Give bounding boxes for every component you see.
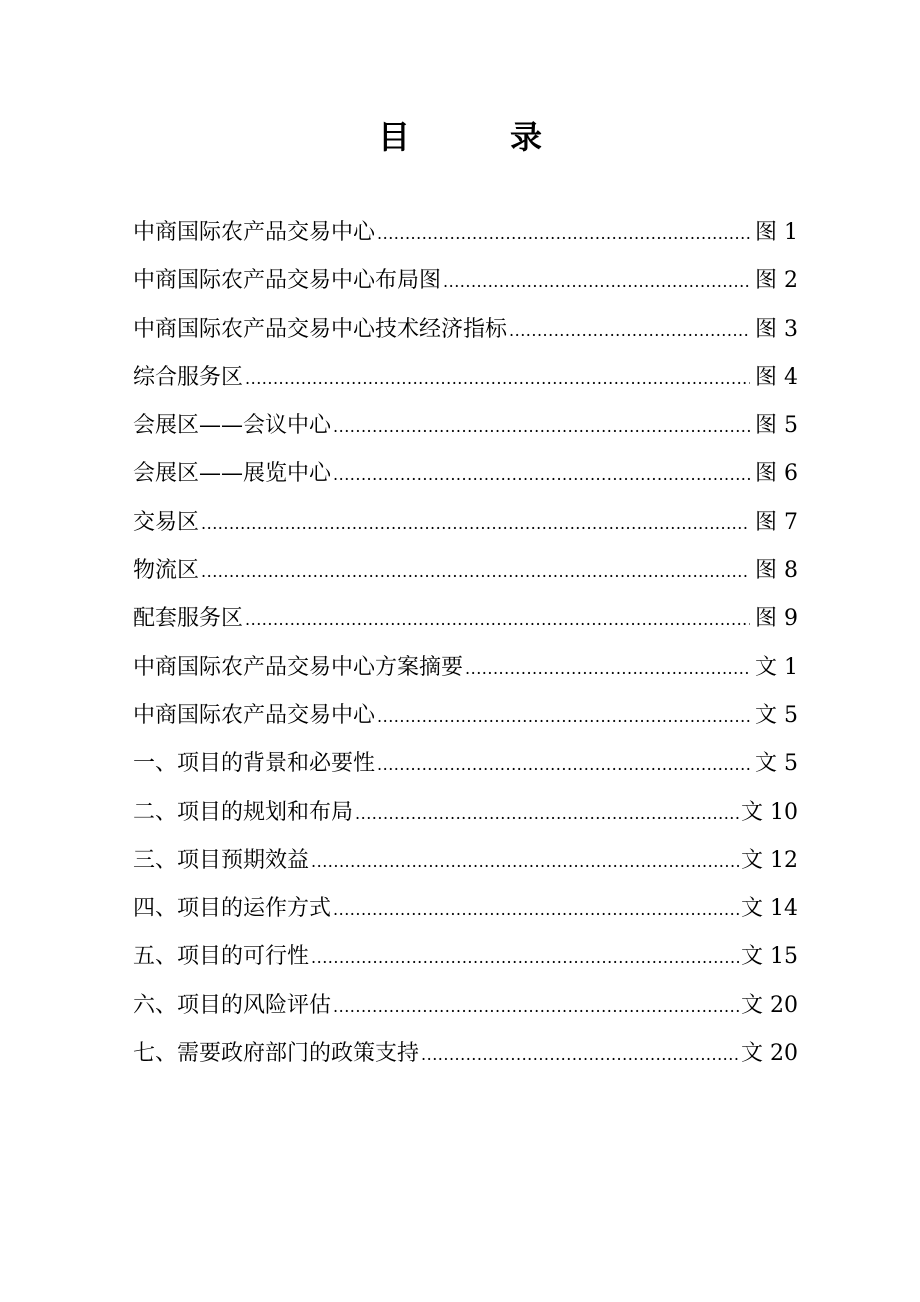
toc-entry-title: 中商国际农产品交易中心布局图 <box>133 268 442 294</box>
toc-entry-page: 文 1 <box>755 654 798 680</box>
toc-entry-page: 文 10 <box>741 799 798 825</box>
toc-entry-title: 六、项目的风险评估 <box>133 992 332 1018</box>
toc-entry[interactable] <box>133 885 798 933</box>
toc-entry-title: 一、项目的背景和必要性 <box>133 751 376 777</box>
toc-entry[interactable] <box>133 306 798 354</box>
toc-entry-title: 会展区——展览中心 <box>133 461 332 487</box>
toc-entry-title: 物流区 <box>133 558 200 584</box>
toc-entry-page: 图 4 <box>755 364 798 390</box>
toc-entry-title: 二、项目的规划和布局 <box>133 799 354 825</box>
toc-entry[interactable] <box>133 547 798 595</box>
toc-entry-page: 图 1 <box>755 220 798 245</box>
toc-entry-page: 图 5 <box>755 413 798 439</box>
toc-entry-page: 图 7 <box>755 509 798 535</box>
toc-entry-title: 中商国际农产品交易中心方案摘要 <box>133 654 464 680</box>
toc-entry[interactable] <box>133 740 798 788</box>
toc-entry[interactable] <box>133 933 798 981</box>
toc-entry[interactable] <box>133 982 798 1030</box>
toc-entry-title: 中商国际农产品交易中心 <box>133 702 376 728</box>
toc-entry[interactable] <box>133 837 798 885</box>
toc-entry-page: 图 9 <box>755 606 798 632</box>
toc-entry-page: 文 20 <box>741 992 798 1018</box>
toc-entry-page: 图 6 <box>755 461 798 487</box>
toc-entry[interactable] <box>133 257 798 305</box>
toc-entry[interactable] <box>133 692 798 740</box>
toc-entry-title: 配套服务区 <box>133 606 244 632</box>
dot-leader <box>201 500 750 548</box>
toc-entry-page: 图 2 <box>755 268 798 294</box>
toc-entry-page: 文 15 <box>741 944 798 970</box>
dot-leader <box>201 548 750 596</box>
toc-entry[interactable] <box>133 789 798 837</box>
dot-leader <box>377 693 750 741</box>
toc-entry[interactable] <box>133 595 798 643</box>
toc-entry-title: 七、需要政府部门的政策支持 <box>133 1041 420 1067</box>
toc-entry[interactable] <box>133 644 798 692</box>
table-of-contents <box>133 209 798 1078</box>
dot-leader <box>355 790 739 838</box>
toc-entry-title: 中商国际农产品交易中心技术经济指标 <box>133 316 508 342</box>
dot-leader <box>465 645 750 693</box>
dot-leader <box>443 258 750 306</box>
dot-leader <box>311 934 739 982</box>
toc-entry-title: 中商国际农产品交易中心 <box>133 220 376 245</box>
toc-entry[interactable] <box>133 354 798 402</box>
toc-entry-page: 文 5 <box>755 751 798 777</box>
toc-entry[interactable] <box>133 402 798 450</box>
dot-leader <box>311 838 739 886</box>
toc-entry-title: 五、项目的可行性 <box>133 944 310 970</box>
dot-leader <box>333 886 739 934</box>
toc-entry-page: 图 3 <box>755 316 798 342</box>
dot-leader <box>333 983 739 1031</box>
toc-entry-title: 综合服务区 <box>133 364 244 390</box>
dot-leader <box>333 451 750 499</box>
dot-leader <box>333 403 750 451</box>
page-title: 目 录 <box>377 118 576 156</box>
toc-entry-page: 文 20 <box>741 1041 798 1067</box>
dot-leader <box>377 741 750 789</box>
dot-leader <box>509 307 750 355</box>
toc-entry-title: 三、项目预期效益 <box>133 847 310 873</box>
toc-entry[interactable] <box>133 209 798 257</box>
toc-entry[interactable] <box>133 450 798 498</box>
toc-entry-title: 四、项目的运作方式 <box>133 896 332 922</box>
toc-entry-title: 交易区 <box>133 509 200 535</box>
dot-leader <box>421 1031 739 1079</box>
toc-entry-page: 文 5 <box>755 702 798 728</box>
dot-leader <box>377 210 750 258</box>
toc-entry[interactable] <box>133 1030 798 1078</box>
toc-entry[interactable] <box>133 499 798 547</box>
dot-leader <box>245 596 750 644</box>
toc-entry-page: 文 14 <box>741 896 798 922</box>
toc-entry-title: 会展区——会议中心 <box>133 413 332 439</box>
toc-entry-page: 文 12 <box>741 847 798 873</box>
dot-leader <box>245 355 750 403</box>
toc-entry-page: 图 8 <box>755 558 798 584</box>
